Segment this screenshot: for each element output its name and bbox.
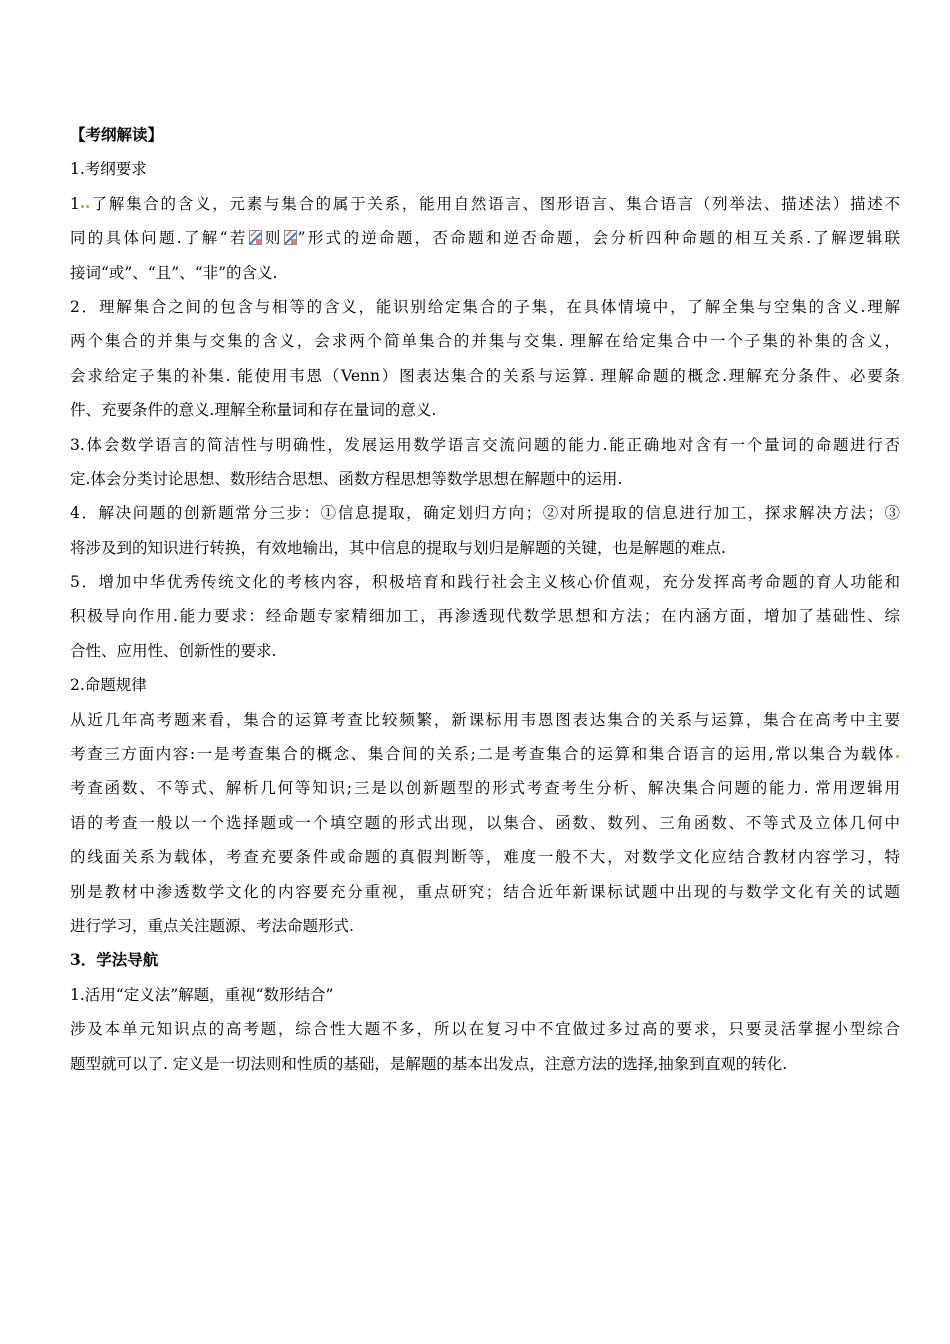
method-subtitle: 1.活用“定义法”解题，重视“数形结合” (70, 985, 334, 1004)
pattern-line: 进行学习，重点关注题源、考法命题形式. (70, 916, 354, 935)
section-title-pattern: 2.命题规律 (70, 676, 147, 695)
item1-line2-part-a: 同的具体问题.了解“若 (70, 229, 248, 248)
broken-image-icon (249, 230, 262, 245)
method-line: 题型就可以了. 定义是一切法则和性质的基础，是解题的基本出发点，注意方法的选择,抽象到直观的转化. (70, 1054, 788, 1073)
annotation-mark-icon (86, 205, 89, 208)
item3-line: 3.体会数学语言的简洁性与明确性，发展运用数学语言交流问题的能力.能正确地对含有一个量词的命题进行否 (70, 435, 900, 454)
item2-line: 两个集合的并集与交集的含义，会求两个简单集合的并集与交集. 理解在给定集合中一个子集的补集的含义， (70, 332, 900, 351)
item5-line: 5．增加中华优秀传统文化的考核内容，积极培育和践行社会主义核心价值观，充分发挥高考命题的育人功能和 (70, 573, 900, 592)
pattern-line: 考查函数、不等式、解析几何等知识;三是以创新题型的形式考查考生分析、解决集合问题的能力. 常用逻辑用 (70, 779, 900, 798)
annotation-mark-icon (81, 205, 84, 208)
document-page (70, 118, 900, 1081)
pattern-line: 别是教材中渗透数学文化的内容要充分重视，重点研究；结合近年新课标试题中出现的与数学文化有关的试题 (70, 882, 900, 901)
section-heading: 【考纲解读】 (70, 125, 164, 144)
item2-line: 件、充要条件的意义.理解全称量词和存在量词的意义. (70, 401, 437, 420)
pattern-line-text: 考查三方面内容:一是考查集合的概念、集合间的关系;二是考查集合的运算和集合语言的运用,常以集合为载体 (70, 745, 895, 764)
pattern-line: 从近几年高考题来看，集合的运算考查比较频繁，新课标用韦恩图表达集合的关系与运算，集合在高考中主要 (70, 710, 900, 729)
item2-line: 会求给定子集的补集. 能使用韦恩（Venn）图表达集合的关系与运算. 理解命题的概念.理解充分条件、必要条 (70, 366, 900, 385)
item1-line1 (70, 187, 900, 221)
item4-line: 4．解决问题的创新题常分三步：①信息提取，确定划归方向；②对所提取的信息进行加工，探求解决方法；③ (70, 504, 900, 523)
pattern-line (70, 737, 900, 771)
broken-image-icon (284, 230, 297, 245)
item1-line2-part-b: 则 (262, 229, 283, 248)
section-title-syllabus: 1.考纲要求 (70, 160, 147, 179)
pattern-line: 语的考查一般以一个选择题或一个填空题的形式出现，以集合、函数、数列、三角函数、不等式及立体几何中 (70, 813, 900, 832)
method-line: 涉及本单元知识点的高考题，综合性大题不多，所以在复习中不宜做过多过高的要求，只要灵活掌握小型综合 (70, 1020, 900, 1039)
pattern-line: 的线面关系为载体，考查充要条件或命题的真假判断等，难度一般不大，对数学文化应结合教材内容学习，特 (70, 848, 900, 867)
item5-line: 积极导向作用.能力要求：经命题专家精细加工，再渗透现代数学思想和方法；在内涵方面，增加了基础性、综 (70, 607, 900, 626)
item1-line2-part-c: ”形式的逆命题，否命题和逆否命题，会分析四种命题的相互关系.了解逻辑联 (297, 229, 900, 248)
item1-line3: 接词“或”、“且”、“非”的含义. (70, 263, 278, 282)
section-title-method: 3．学法导航 (70, 950, 159, 970)
item2-line: 2．理解集合之间的包含与相等的含义，能识别给定集合的子集，在具体情境中，了解全集与空集的含义.理解 (70, 297, 900, 316)
item1-number: 1 (70, 194, 80, 213)
item1-line1-text: 了解集合的含义，元素与集合的属于关系，能用自然语言、图形语言、集合语言（列举法、描述法）描述不 (89, 194, 900, 213)
item5-line: 合性、应用性、创新性的要求. (70, 641, 277, 660)
annotation-mark-icon (896, 755, 899, 758)
item4-line: 将涉及到的知识进行转换，有效地输出，其中信息的提取与划归是解题的关键，也是解题的难点. (70, 538, 726, 557)
item3-line: 定.体会分类讨论思想、数形结合思想、函数方程思想等数学思想在解题中的运用. (70, 469, 623, 488)
item1-line2 (70, 221, 900, 255)
